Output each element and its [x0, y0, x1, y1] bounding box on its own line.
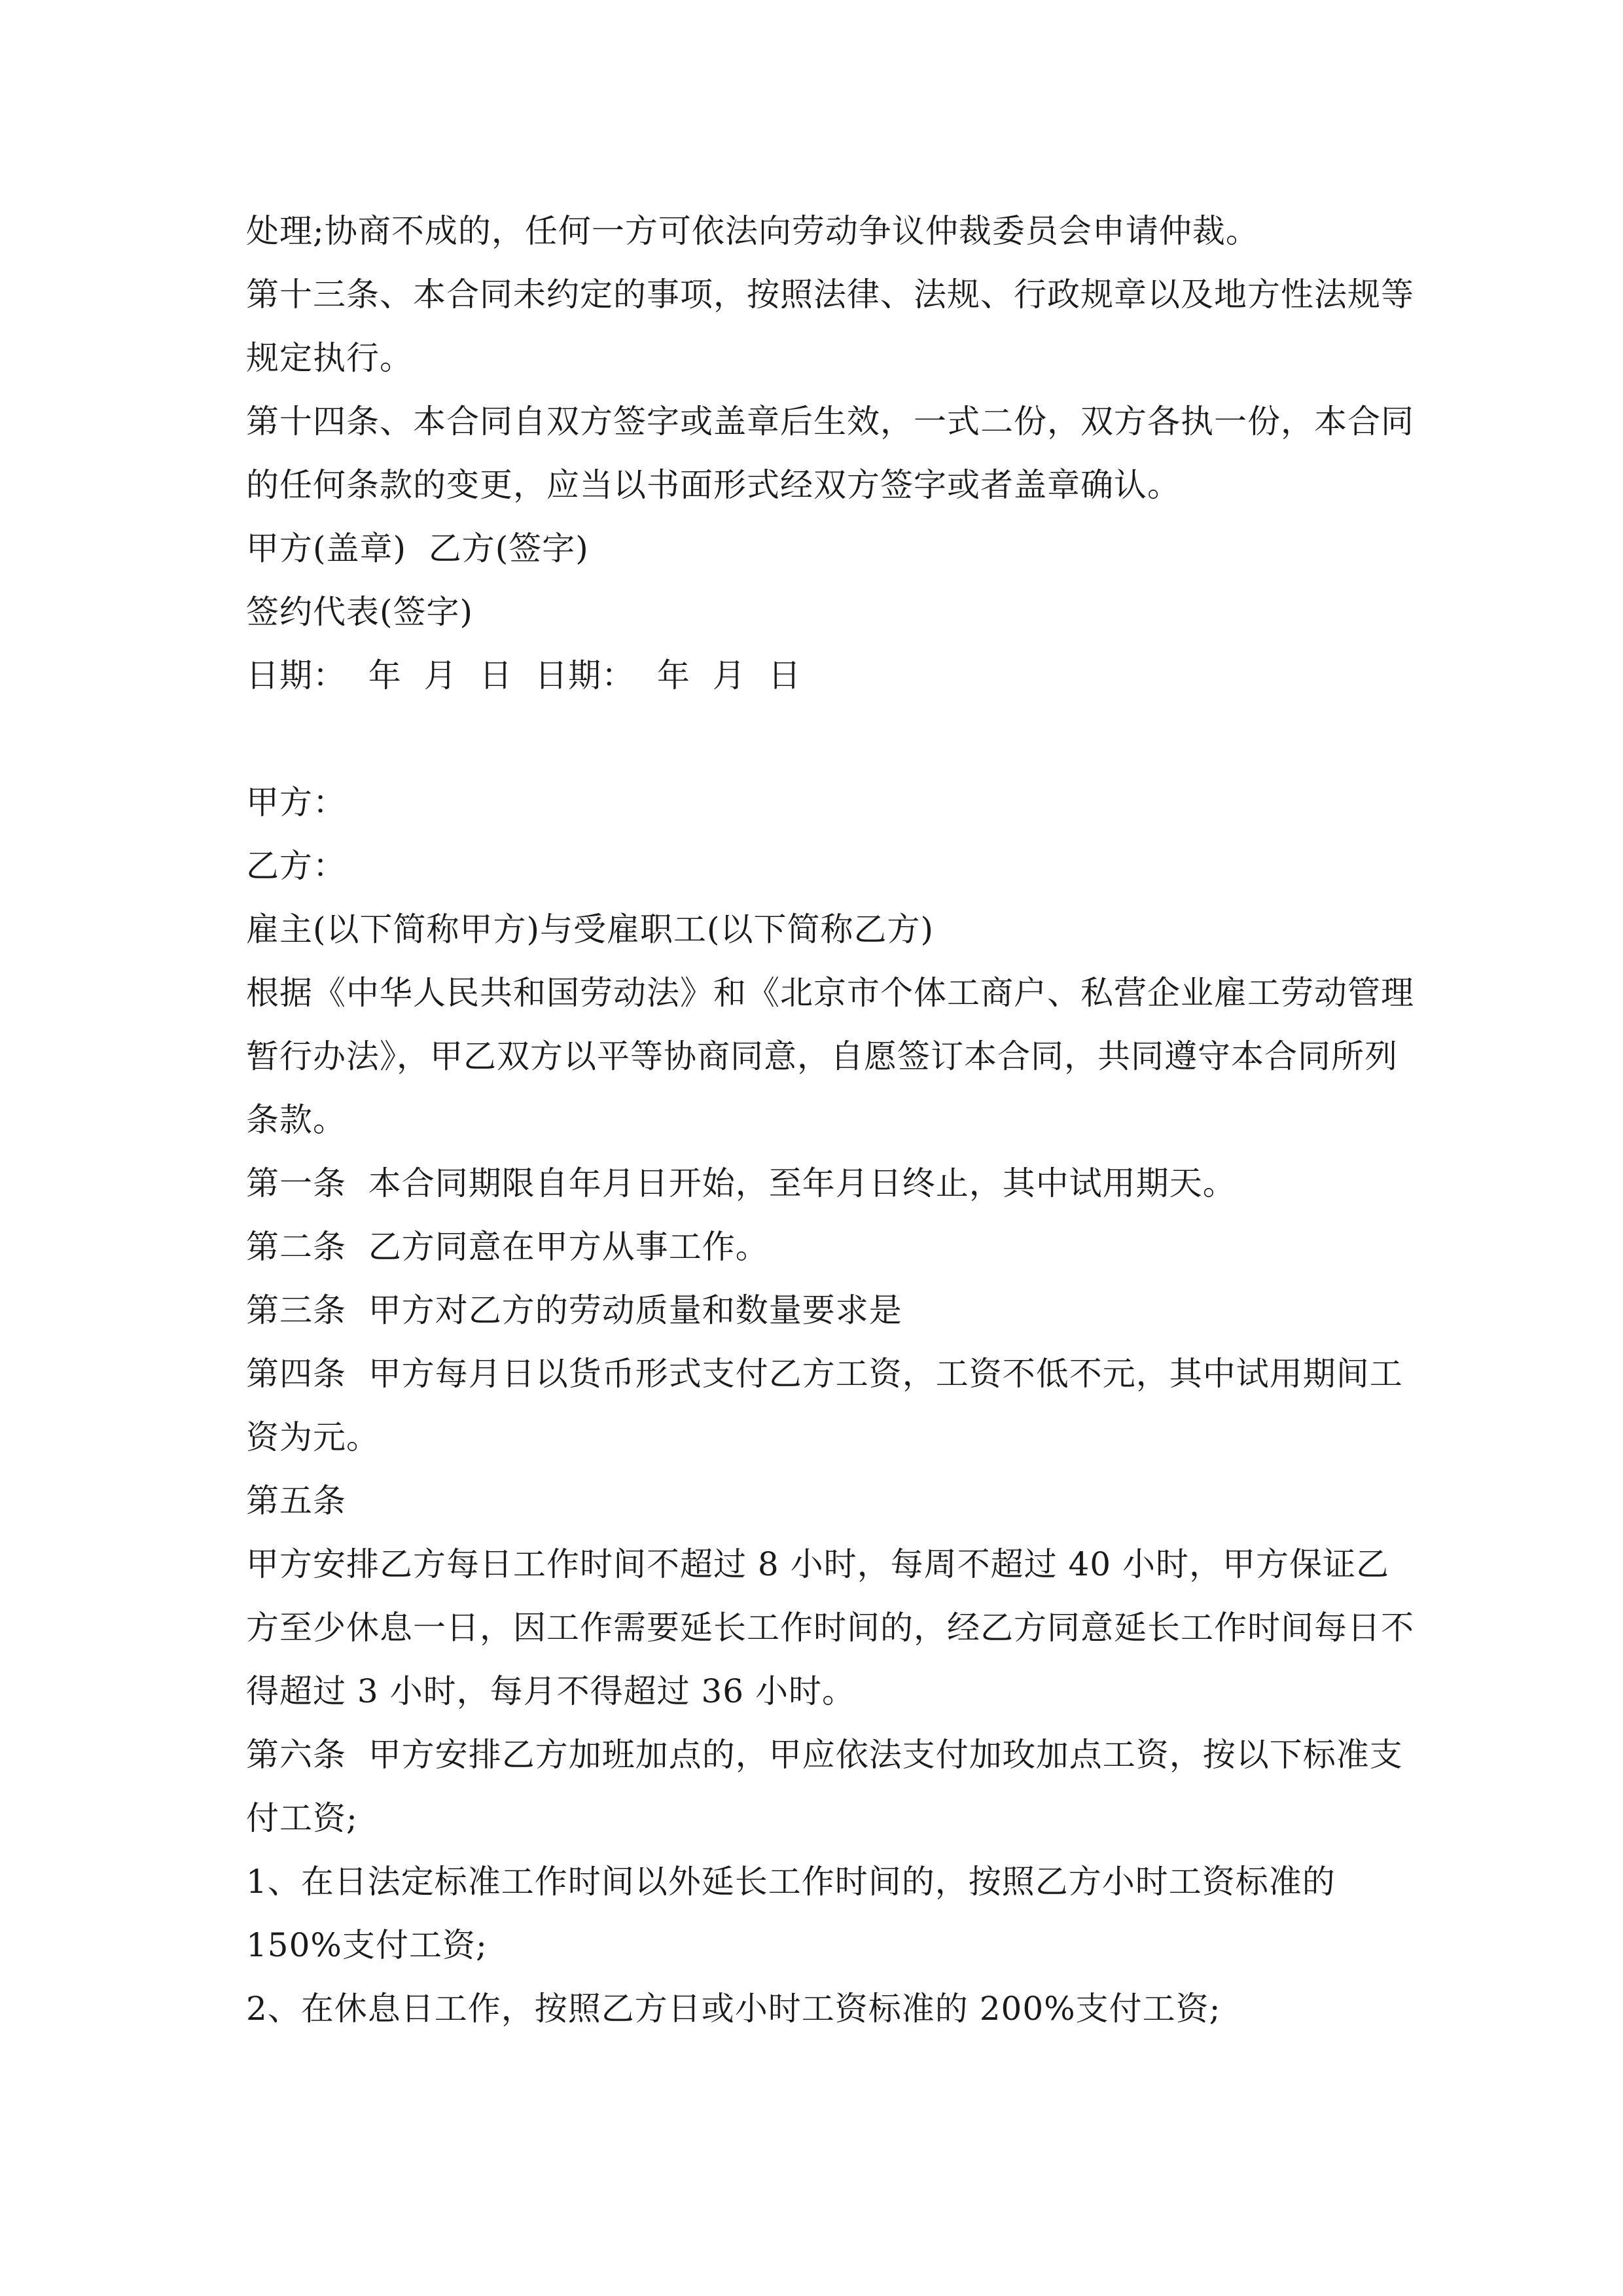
section-gap [246, 708, 1418, 771]
paragraph-article-4: 第四条 甲方每月日以货币形式支付乙方工资，工资不低不元，其中试用期间工资为元。 [246, 1355, 1403, 1456]
party-a-line: 甲方： [246, 783, 346, 821]
signature-date-line: 日期： 年 月 日 日期： 年 月 日 [246, 656, 802, 694]
paragraph-article-3: 第三条 甲方对乙方的劳动质量和数量要求是 [246, 1291, 902, 1329]
paragraph-legal-basis: 根据《中华人民共和国劳动法》和《北京市个体工商户、私营企业雇工劳动管理暂行办法》，甲乙双方以平等协商同意，自愿签订本合同，共同遵守本合同所列条款。 [246, 974, 1414, 1139]
paragraph-article-6-item-1: 1、在日法定标准工作时间以外延长工作时间的，按照乙方小时工资标准的 150%支付工资; [246, 1863, 1347, 1964]
paragraph-article-5-body: 甲方安排乙方每日工作时间不超过 8 小时，每周不超过 40 小时，甲方保证乙方至少休息一日，因工作需要延长工作时间的，经乙方同意延长工作时间每日不得超过 3 小时，每月不得超过 36 小时。 [246, 1545, 1414, 1710]
parties-definition: 雇主(以下简称甲方)与受雇职工(以下简称乙方) [246, 910, 935, 948]
paragraph-arbitration-continued: 处理;协商不成的，任何一方可依法向劳动争议仲裁委员会申请仲裁。 [246, 212, 1259, 250]
paragraph-article-1: 第一条 本合同期限自年月日开始，至年月日终止，其中试用期天。 [246, 1164, 1236, 1202]
paragraph-article-6: 第六条 甲方安排乙方加班加点的，甲应依法支付加玫加点工资，按以下标准支付工资; [246, 1736, 1403, 1837]
signature-representative-line: 签约代表(签字) [246, 593, 474, 631]
party-b-line: 乙方： [246, 847, 346, 885]
paragraph-article-2: 第二条 乙方同意在甲方从事工作。 [246, 1228, 769, 1266]
paragraph-article-14: 第十四条、本合同自双方签字或盖章后生效，一式二份，双方各执一份，本合同的任何条款的变更，应当以书面形式经双方签字或者盖章确认。 [246, 403, 1414, 504]
document-body [246, 200, 1418, 2041]
paragraph-article-5-heading: 第五条 [246, 1482, 346, 1520]
paragraph-article-6-item-2: 2、在休息日工作，按照乙方日或小时工资标准的 200%支付工资; [246, 1990, 1221, 2028]
paragraph-article-13: 第十三条、本合同未约定的事项，按照法律、法规、行政规章以及地方性法规等规定执行。 [246, 276, 1414, 377]
signature-party-line: 甲方(盖章) 乙方(签字) [246, 529, 589, 567]
